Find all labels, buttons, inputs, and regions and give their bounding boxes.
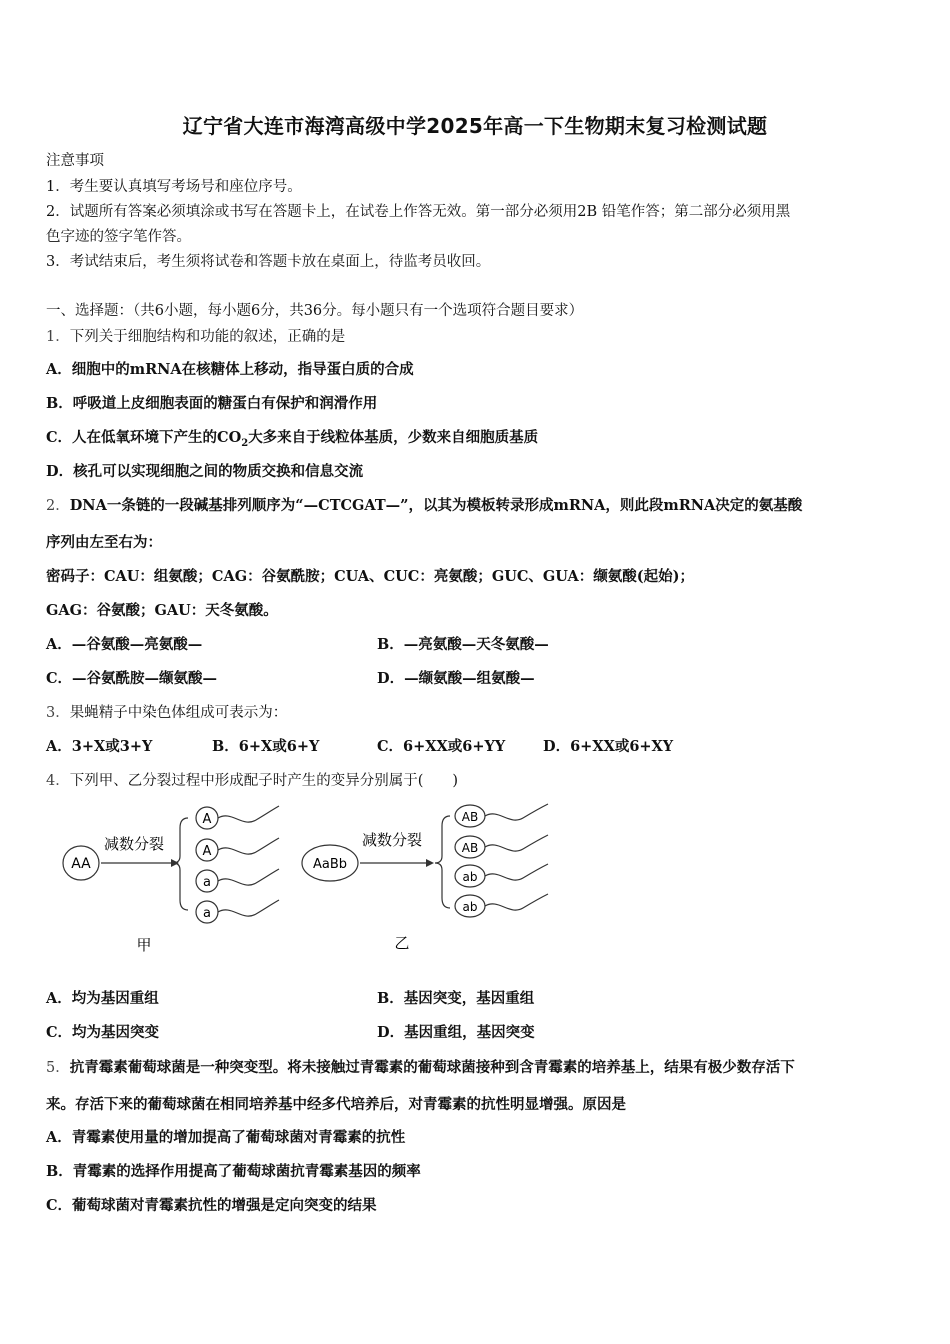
yi-gamete-2 [455, 835, 548, 858]
q3-stem [46, 703, 287, 723]
q5-stem-line1 [46, 1058, 795, 1078]
q1-option-c-post: 大多来自于线粒体基质，少数来自细胞质基质 [248, 429, 539, 446]
q1-option-b[interactable]: B．呼吸道上皮细胞表面的糖蛋白有保护和润滑作用 [46, 395, 378, 412]
q4-option-c[interactable]: C．均为基因突变 [46, 1024, 160, 1041]
q4-stem-text: 下列甲、乙分裂过程中形成配子时产生的变异分别属于( ) [69, 773, 459, 789]
q5-stem-line2: 来。存活下来的葡萄球菌在相同培养基中经多代培养后，对青霉素的抗性明显增强。原因是 [46, 1096, 626, 1113]
yi-gamete-4 [455, 894, 548, 917]
notice-item-2: 2．试题所有答案必须填涂或书写在答题卡上，在试卷上作答无效。第一部分必须用2B 铅笔作答；第二部分必须用黑 [46, 204, 791, 220]
page-title: 辽宁省大连市海湾高级中学2025年高一下生物期末复习检测试题 [182, 114, 768, 138]
q2-codon-line1: 密码子：CAU：组氨酸；CAG：谷氨酰胺；CUA、CUC：亮氨酸；GUC、GUA：缬氨酸(起始)； [46, 568, 694, 585]
jia-gamete-1 [196, 806, 279, 829]
q1-option-c-pre: C．人在低氧环境下产生的CO [46, 429, 242, 446]
q2-option-c[interactable]: C．—谷氨酰胺—缬氨酸— [46, 670, 218, 687]
q1-stem [46, 327, 345, 347]
q5-stem-text: 抗青霉素葡萄球菌是一种突变型。将未接触过青霉素的葡萄球菌接种到含青霉素的培养基上，结果有极少数存活下 [69, 1059, 795, 1076]
yi-arrowhead [426, 859, 434, 867]
q1-option-c[interactable] [46, 428, 538, 454]
q2-codon-line2: GAG：谷氨酸；GAU：天冬氨酸。 [46, 602, 278, 619]
q2-number: 2． [46, 498, 70, 514]
yi-parent-cell [302, 845, 358, 881]
yi-gamete-4-label: ab [462, 900, 478, 914]
notice-item-2-cont: 色字迹的签字笔作答。 [46, 229, 191, 245]
yi-brace [435, 816, 450, 908]
jia-gamete-1-label: A [202, 812, 212, 827]
q5-option-a[interactable]: A．青霉素使用量的增加提高了葡萄球菌对青霉素的抗性 [46, 1129, 406, 1146]
notice-item-3: 3．考试结束后，考生须将试卷和答题卡放在桌面上，待监考员收回。 [46, 254, 491, 270]
q4-option-a[interactable]: A．均为基因重组 [46, 990, 159, 1007]
q1-option-a[interactable]: A．细胞中的mRNA在核糖体上移动，指导蛋白质的合成 [46, 361, 414, 378]
q5-option-b[interactable]: B．青霉素的选择作用提高了葡萄球菌抗青霉素基因的频率 [46, 1163, 421, 1180]
q3-option-d[interactable]: D．6+XX或6+XY [543, 738, 674, 755]
jia-process-label: 减数分裂 [103, 835, 165, 853]
q2-option-d[interactable]: D．—缬氨酸—组氨酸— [377, 670, 535, 687]
q2-option-a[interactable]: A．—谷氨酸—亮氨酸— [46, 636, 203, 653]
yi-gamete-3 [455, 864, 548, 887]
q4-option-b[interactable]: B．基因突变，基因重组 [377, 990, 535, 1007]
q4-stem [46, 771, 458, 791]
q3-stem-text: 果蝇精子中染色体组成可表示为： [69, 705, 288, 721]
yi-gamete-2-label: AB [461, 841, 479, 855]
section-heading: 一、选择题：（共6小题，每小题6分，共36分。每小题只有一个选项符合题目要求） [46, 303, 584, 319]
notice-item-1: 1．考生要认真填写考场号和座位序号。 [46, 179, 302, 195]
q1-option-d[interactable]: D．核孔可以实现细胞之间的物质交换和信息交流 [46, 463, 364, 480]
meiosis-diagram [46, 796, 566, 966]
notice-heading: 注意事项 [46, 153, 104, 169]
q3-option-c[interactable]: C．6+XX或6+YY [377, 738, 506, 755]
q3-option-b[interactable]: B．6+X或6+Y [212, 738, 320, 755]
q1-number: 1． [46, 329, 70, 345]
jia-gamete-3 [196, 869, 279, 892]
jia-gamete-2-label: A [202, 844, 212, 859]
q1-option-c-sub: 2 [241, 437, 249, 449]
q4-number: 4． [46, 773, 70, 789]
jia-parent-label: AA [71, 856, 91, 872]
q1-stem-text: 下列关于细胞结构和功能的叙述，正确的是 [69, 329, 346, 345]
q2-stem-text: DNA一条链的一段碱基排列顺序为“—CTCGAT—”，以其为模板转录形成mRNA，则此段mRNA决定的氨基酸 [69, 497, 803, 514]
jia-gamete-4 [196, 900, 279, 923]
yi-label: 乙 [394, 934, 410, 952]
yi-gamete-1 [455, 804, 548, 827]
q5-option-c[interactable]: C．葡萄球菌对青霉素抗性的增强是定向突变的结果 [46, 1197, 377, 1214]
jia-gamete-2 [196, 838, 279, 861]
q2-stem-line1 [46, 496, 802, 516]
jia-gamete-4-label: a [203, 906, 211, 921]
yi-gamete-3-label: ab [462, 870, 478, 884]
jia-label: 甲 [136, 936, 152, 954]
q2-stem-line2: 序列由左至右为： [46, 534, 162, 551]
q3-option-a[interactable]: A．3+X或3+Y [46, 738, 153, 755]
q2-option-b[interactable]: B．—亮氨酸—天冬氨酸— [377, 636, 549, 653]
jia-gamete-3-label: a [203, 875, 211, 890]
jia-parent-cell [63, 846, 99, 880]
q3-number: 3． [46, 705, 70, 721]
yi-gamete-1-label: AB [461, 810, 479, 824]
yi-process-label: 减数分裂 [361, 831, 423, 849]
q5-number: 5． [46, 1060, 70, 1076]
yi-parent-label: AaBb [312, 857, 348, 872]
q4-option-d[interactable]: D．基因重组，基因突变 [377, 1024, 535, 1041]
